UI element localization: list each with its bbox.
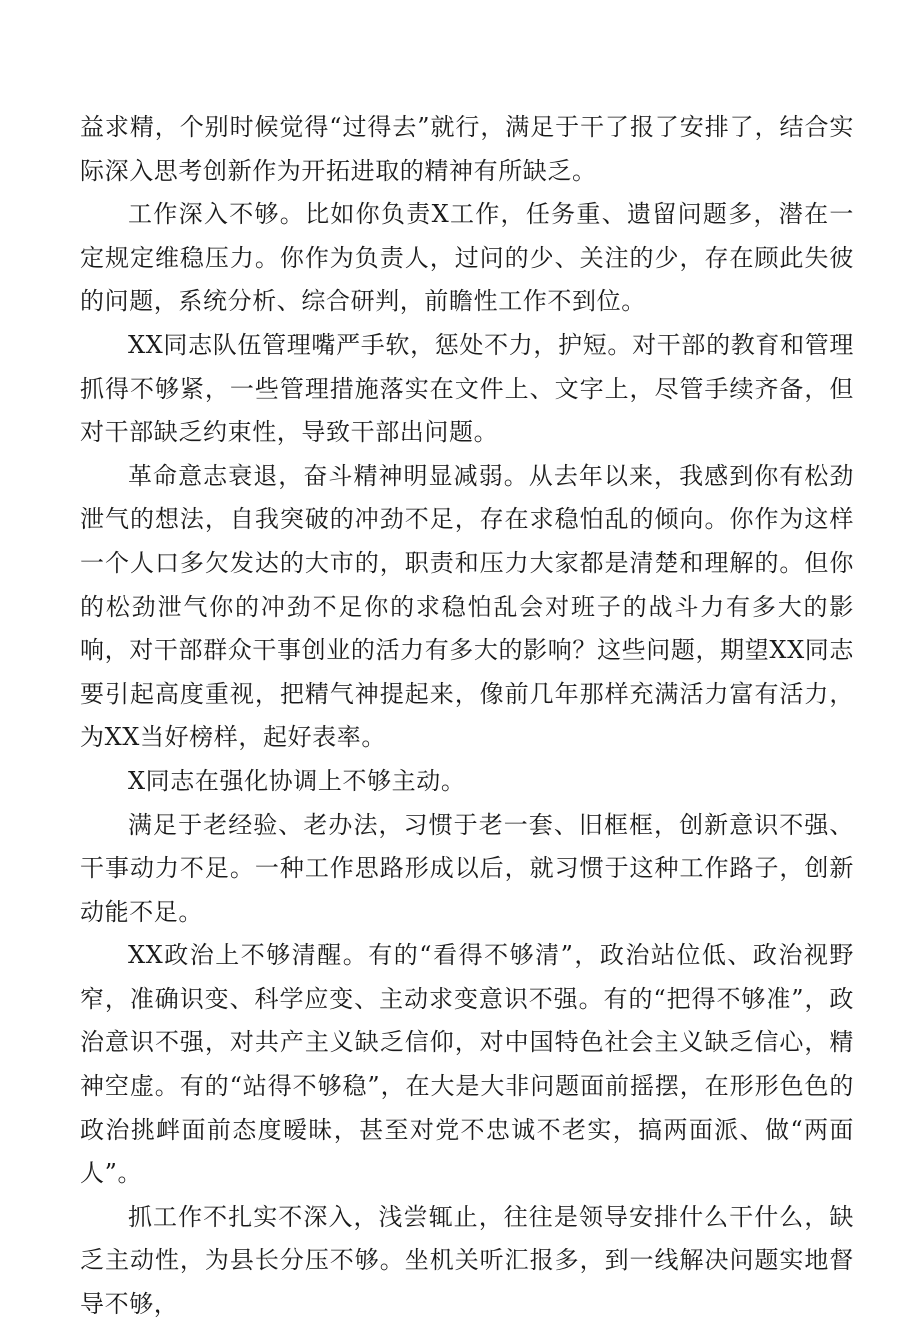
paragraph-4: 革命意志衰退，奋斗精神明显减弱。从去年以来，我感到你有松劲泄气的想法，自我突破的冲劲不足，存在求稳怕乱的倾向。你作为这样一个人口多欠发达的大市的，职责和压力大家都是清楚和理解的。但你的松劲泄气你的冲劲不足你的求稳怕乱会对班子的战斗力有多大的影响，对干部群众干事创业的活力有多大的影响？这些问题，期望XX同志要引起高度重视，把精气神提起来，像前几年那样充满活力富有活力，为XX当好榜样，起好表率。 bbox=[80, 461, 854, 752]
paragraph-5: X同志在强化协调上不够主动。 bbox=[128, 766, 466, 795]
paragraph-8: 抓工作不扎实不深入，浅尝辄止，往往是领导安排什么干什么，缺乏主动性，为县长分压不够。坐机关听汇报多，到一线解决问题实地督导不够， bbox=[80, 1202, 854, 1319]
document-body bbox=[80, 106, 854, 1327]
paragraph-1: 益求精，个别时候觉得“过得去”就行，满足于干了报了安排了，结合实际深入思考创新作为开拓进取的精神有所缺乏。 bbox=[80, 113, 854, 185]
paragraph-6: 满足于老经验、老办法，习惯于老一套、旧框框，创新意识不强、干事动力不足。一种工作思路形成以后，就习惯于这种工作路子，创新动能不足。 bbox=[80, 810, 854, 926]
paragraph-2: 工作深入不够。比如你负责X工作，任务重、遗留问题多，潜在一定规定维稳压力。你作为负责人，过问的少、关注的少，存在顾此失彼的问题，系统分析、综合研判，前瞻性工作不到位。 bbox=[80, 200, 854, 316]
paragraph-7: XX政治上不够清醒。有的“看得不够清”，政治站位低、政治视野窄，准确识变、科学应变、主动求变意识不强。有的“把得不够准”，政治意识不强，对共产主义缺乏信仰，对中国特色社会主义缺乏信心，精神空虚。有的“站得不够稳”，在大是大非问题面前摇摆，在形形色色的政治挑衅面前态度暧昧，甚至对党不忠诚不老实，搞两面派、做“两面人”。 bbox=[80, 941, 854, 1188]
paragraph-3: XX同志队伍管理嘴严手软，惩处不力，护短。对干部的教育和管理抓得不够紧，一些管理措施落实在文件上、文字上，尽管手续齐备，但对干部缺乏约束性，导致干部出问题。 bbox=[80, 330, 854, 447]
